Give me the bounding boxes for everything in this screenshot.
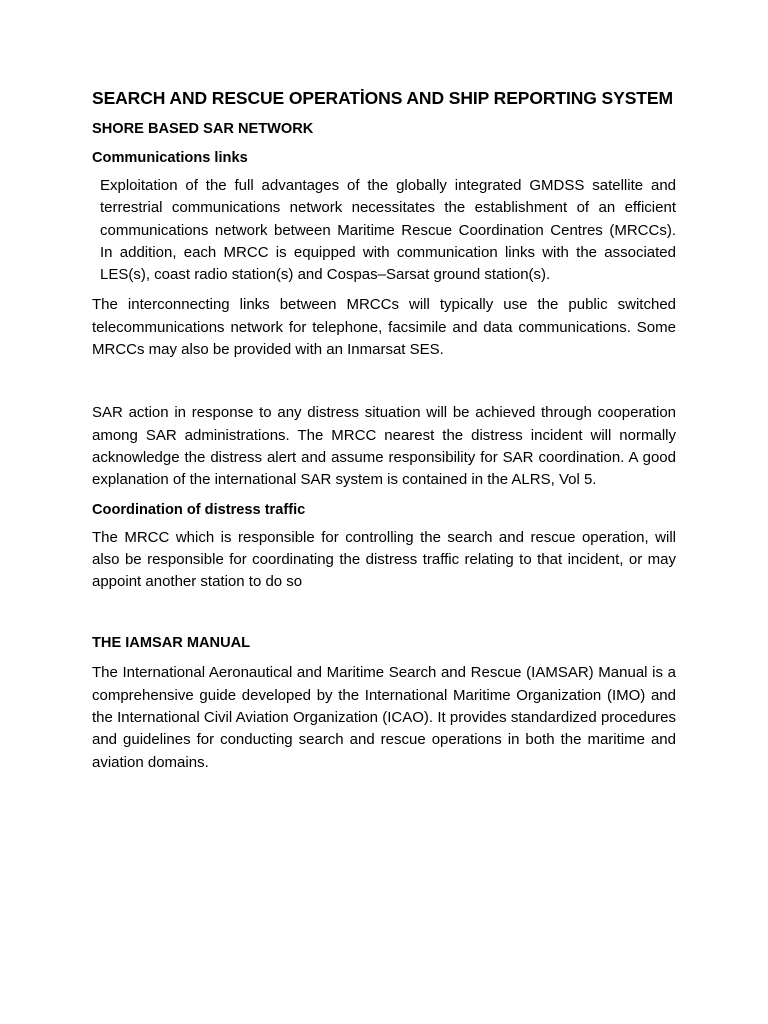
subsection-heading-coordination-of-distress-traffic: Coordination of distress traffic [92,501,306,518]
section-heading-iamsar-manual: THE IAMSAR MANUAL [92,635,251,652]
paragraph-spacer [92,369,676,402]
section-heading-shore-based-sar-network: SHORE BASED SAR NETWORK [92,121,314,137]
paragraph-spacer [92,601,676,633]
paragraph-communications-network: Exploitation of the full advantages of the globally integrated GMDSS satellite and terrestrial communications network necessitates the establishment of an efficient communications network between Maritime Rescue Coordination Centres (MRCCs). In addition, each MRCC is equipped with communication links with the associated LES(s), coast radio station(s) and Cospas–Sarsat ground station(s). [100,177,676,284]
document-page [92,84,676,782]
page-title: SEARCH AND RESCUE OPERATİONS AND SHIP REPORTING SYSTEM [92,88,673,108]
paragraph-iamsar-manual: The International Aeronautical and Maritime Search and Rescue (IAMSAR) Manual is a comprehensive guide developed by the International Maritime Organization (IMO) and the International Civil Aviation Organization (ICAO). It provides standardized procedures and guidelines for conducting search and rescue operations in both the maritime and aviation domains. [92,664,676,771]
paragraph-interconnecting-links: The interconnecting links between MRCCs will typically use the public switched telecommunications network for telephone, facsimile and data communications. Some MRCCs may also be provided with an Inmarsat SES. [92,296,676,359]
paragraph-sar-action: SAR action in response to any distress situation will be achieved through cooperation among SAR administrations. The MRCC nearest the distress incident will normally acknowledge the distress alert and assume responsibility for SAR coordination. A good explanation of the international SAR system is contained in the ALRS, Vol 5. [92,404,676,489]
paragraph-distress-traffic: The MRCC which is responsible for controlling the search and rescue operation, will also be responsible for coordinating the distress traffic relating to that incident, or may appoint another station to do so [92,528,676,591]
subsection-heading-communications-links: Communications links [92,150,248,166]
